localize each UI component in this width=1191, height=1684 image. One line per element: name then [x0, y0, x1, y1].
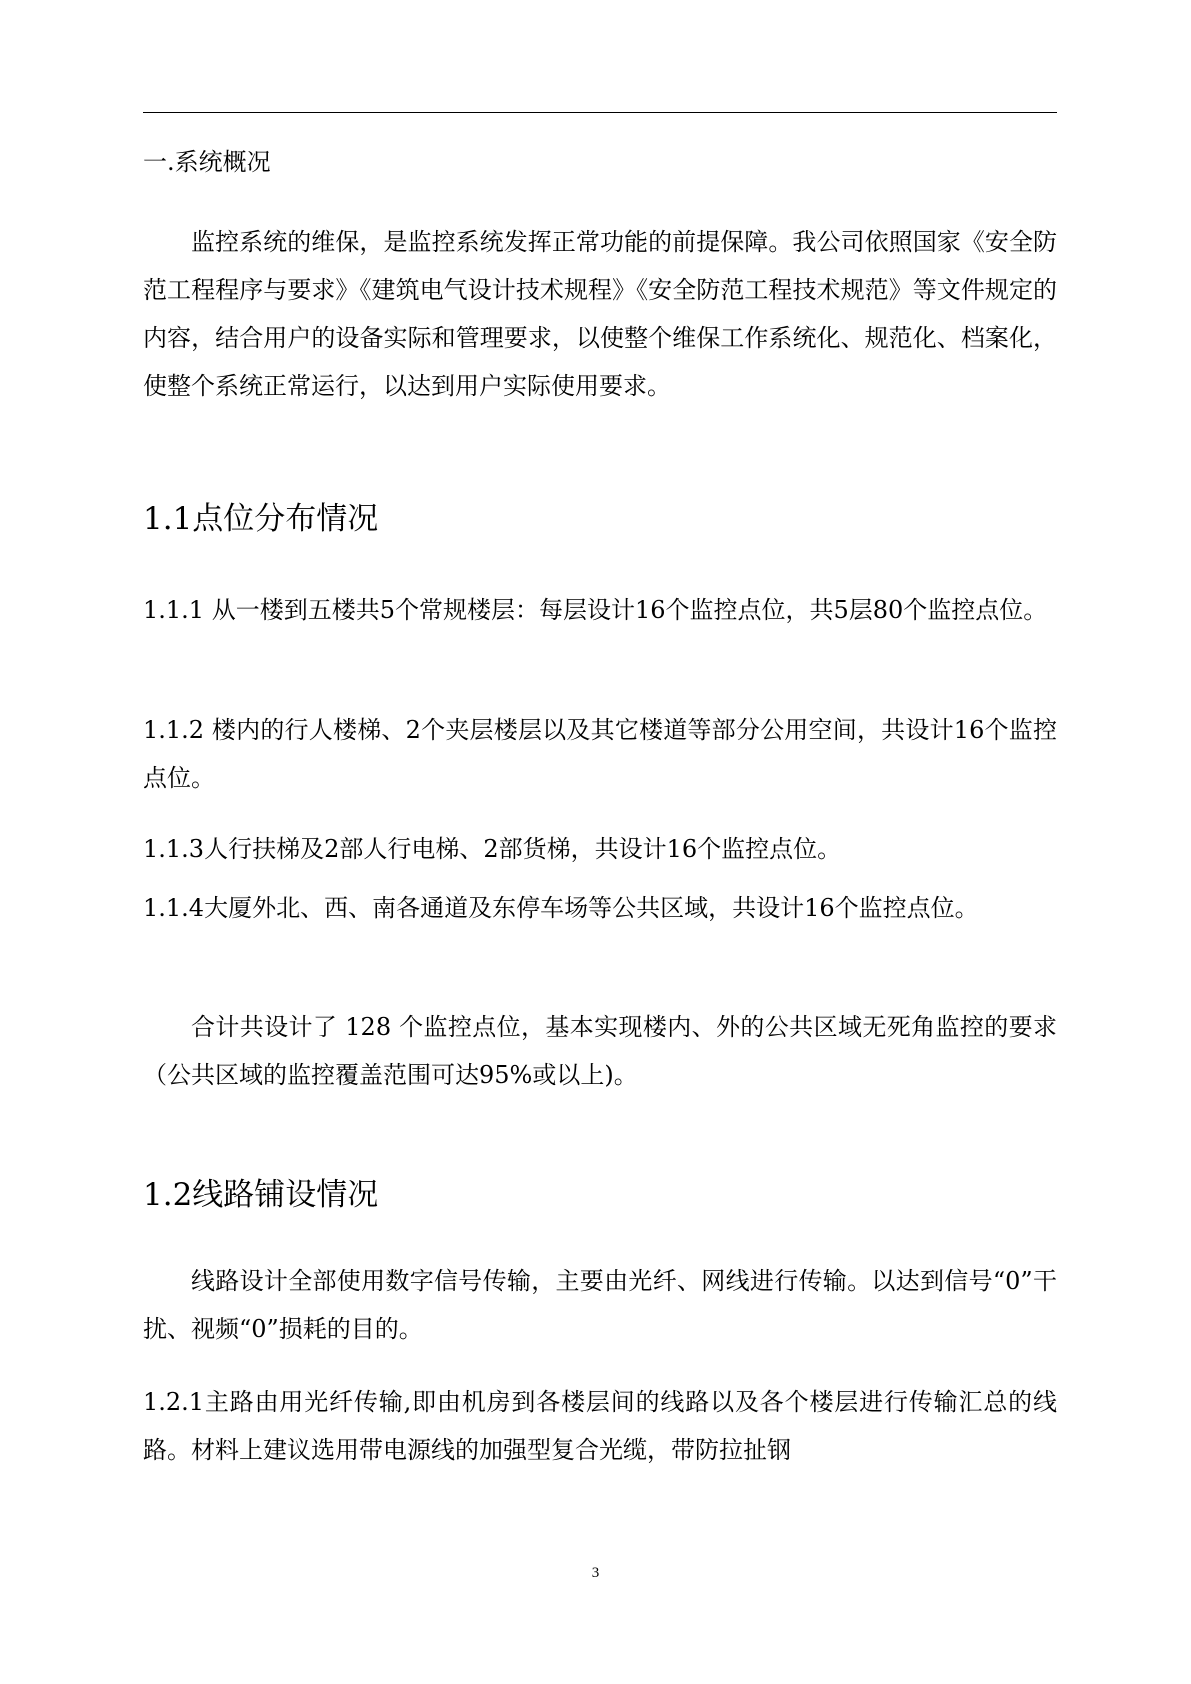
section-title: 一.系统概况 [143, 148, 271, 176]
header-rule [143, 112, 1057, 113]
list-item: 1.2.1主路由用光纤传输,即由机房到各楼层间的线路以及各个楼层进行传输汇总的线路。材料上建议选用带电源线的加强型复合光缆，带防拉扯钢 [143, 1388, 1057, 1464]
summary-paragraph: 合计共设计了 128 个监控点位，基本实现楼内、外的公共区域无死角监控的要求（公共区域的监控覆盖范围可达95%或以上)。 [143, 1013, 1057, 1089]
list-item: 1.1.2 楼内的行人楼梯、2个夹层楼层以及其它楼道等部分公用空间，共设计16个监控点位。 [143, 716, 1057, 792]
intro-paragraph: 监控系统的维保，是监控系统发挥正常功能的前提保障。我公司依照国家《安全防范工程程序与要求》《建筑电气设计技术规程》《安全防范工程技术规范》等文件规定的内容，结合用户的设备实际和管理要求，以使整个维保工作系统化、规范化、档案化，使整个系统正常运行，以达到用户实际使用要求。 [143, 228, 1057, 400]
list-item: 1.1.4大厦外北、西、南各通道及东停车场等公共区域，共设计16个监控点位。 [143, 894, 979, 922]
wiring-intro-paragraph: 线路设计全部使用数字信号传输，主要由光纤、网线进行传输。以达到信号“0”干扰、视频“0”损耗的目的。 [143, 1267, 1057, 1343]
page-number: 3 [591, 1565, 600, 1581]
subsection-heading-point-distribution: 1.1点位分布情况 [143, 501, 379, 537]
subsection-heading-wiring: 1.2线路铺设情况 [143, 1177, 379, 1213]
list-item: 1.1.3人行扶梯及2部人行电梯、2部货梯，共设计16个监控点位。 [143, 835, 842, 863]
list-item: 1.1.1 从一楼到五楼共5个常规楼层：每层设计16个监控点位，共5层80个监控点位。 [143, 596, 1048, 624]
